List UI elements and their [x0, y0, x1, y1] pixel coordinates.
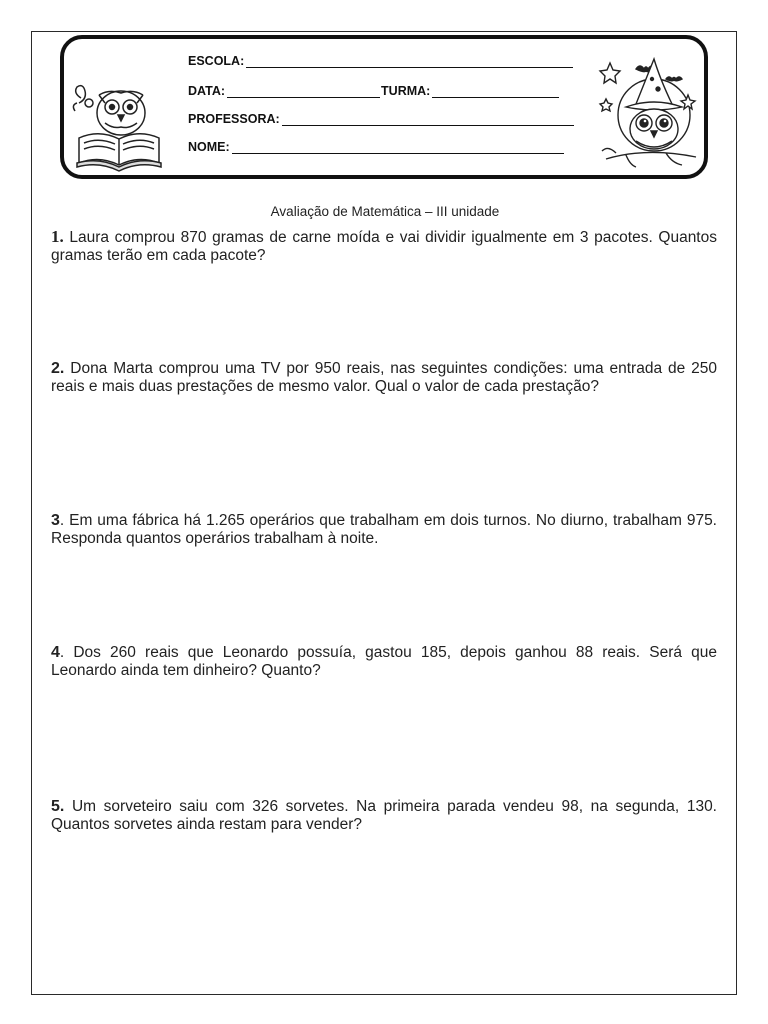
owl-witch-on-moon-icon [596, 49, 704, 173]
question-3 [51, 512, 717, 548]
question-text: . Dos 260 reais que Leonardo possuía, gastou 185, depois ganhou 88 reais. Será que Leonardo ainda tem dinheiro? Quanto? [51, 644, 717, 679]
escola-field[interactable]: ESCOLA: [188, 54, 573, 68]
question-number: 4 [51, 644, 60, 661]
question-text: . Em uma fábrica há 1.265 operários que trabalham em dois turnos. No diurno, trabalham 975. Responda quantos operários trabalham à noite. [51, 512, 717, 547]
owl-reading-book-icon [69, 63, 169, 173]
question-1 [51, 228, 717, 265]
data-field[interactable]: DATA: TURMA: [188, 84, 559, 98]
question-number: 2. [51, 360, 65, 377]
professora-line [282, 114, 574, 126]
question-number: 1. [51, 227, 64, 246]
question-4 [51, 644, 717, 680]
data-line [227, 86, 380, 98]
question-text: Um sorveteiro saiu com 326 sorvetes. Na primeira parada vendeu 98, na segunda, 130. Quantos sorvetes ainda restam para vender? [51, 798, 717, 833]
turma-label: TURMA: [381, 84, 431, 98]
question-2 [51, 360, 717, 396]
question-text: Dona Marta comprou uma TV por 950 reais, nas seguintes condições: uma entrada de 250 reais e mais duas prestações de mesmo valor. Qual o valor de cada prestação? [51, 360, 717, 395]
worksheet-page [31, 31, 737, 995]
escola-line [246, 56, 573, 68]
question-5 [51, 798, 717, 834]
turma-line [432, 86, 559, 98]
header-box [60, 35, 708, 179]
nome-field[interactable]: NOME: [188, 140, 564, 154]
question-number: 5. [51, 798, 65, 815]
professora-field[interactable]: PROFESSORA: [188, 112, 574, 126]
question-text: Laura comprou 870 gramas de carne moída e vai dividir igualmente em 3 pacotes. Quantos gramas terão em cada pacote? [51, 229, 717, 264]
page-title: Avaliação de Matemática – III unidade [270, 204, 500, 219]
question-number: 3 [51, 512, 60, 529]
nome-line [232, 142, 564, 154]
